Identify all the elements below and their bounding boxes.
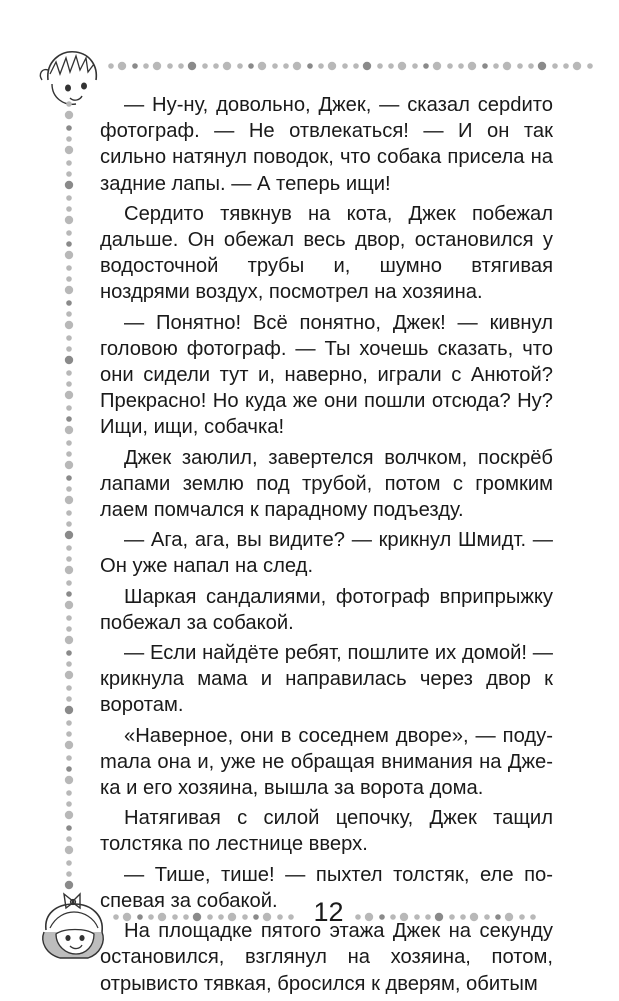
border-dot: [538, 62, 546, 70]
border-dot: [388, 63, 394, 69]
border-dot: [65, 286, 73, 294]
border-dot: [65, 496, 73, 504]
border-dot: [66, 731, 72, 737]
border-dot: [66, 195, 72, 201]
border-dot: [66, 685, 72, 691]
border-dot: [66, 405, 72, 411]
border-dot: [552, 63, 558, 69]
border-dot: [66, 230, 72, 236]
border-dot: [65, 461, 73, 469]
border-dot: [66, 160, 72, 166]
border-dot: [66, 545, 72, 551]
border-dot: [272, 63, 278, 69]
border-dot: [353, 63, 359, 69]
body-text: [100, 92, 553, 1001]
border-dot: [66, 101, 72, 107]
border-dot: [202, 63, 208, 69]
border-dot: [143, 63, 149, 69]
border-dot: [66, 580, 72, 586]
border-dot: [493, 63, 499, 69]
border-dot: [66, 171, 72, 177]
paragraph: — Ну-ну, довольно, Джек, — сказал серdито фотограф. — Не отвлекаться! — И он так сильно натянул поводок, что собака присела на задние лапы. — А теперь ищи!: [100, 94, 553, 195]
border-dot: [293, 62, 301, 70]
border-dot: [66, 755, 72, 761]
border-dot: [573, 62, 581, 70]
border-dot: [223, 62, 231, 70]
border-dot: [66, 871, 72, 877]
border-dot: [65, 846, 73, 854]
border-dot: [65, 391, 73, 399]
border-dot: [66, 241, 72, 247]
border-dot: [363, 62, 371, 70]
border-dot: [587, 63, 593, 69]
border-dot: [517, 63, 523, 69]
border-dot: [458, 63, 464, 69]
border-dot: [342, 63, 348, 69]
border-dot: [447, 63, 453, 69]
page-number: 12: [313, 897, 344, 927]
paragraph: Шаркая сандалиями, фотограф вприпрыжку побежал за собакой.: [100, 585, 553, 634]
border-dot: [66, 836, 72, 842]
border-dot: [66, 825, 72, 831]
border-dot: [118, 62, 126, 70]
border-dot: [65, 321, 73, 329]
border-dot: [528, 63, 534, 69]
border-dot: [423, 63, 429, 69]
border-dot: [482, 63, 488, 69]
border-dot: [178, 63, 184, 69]
border-dot: [66, 265, 72, 271]
border-dot: [65, 426, 73, 434]
paragraph: — Ага, ага, вы видите? — крикнул Шмидт. — Он уже напал на след.: [100, 529, 553, 578]
border-dot: [563, 63, 569, 69]
border-dot: [66, 370, 72, 376]
border-dot: [66, 125, 72, 131]
border-dot: [65, 811, 73, 819]
border-dot: [188, 62, 196, 70]
border-dot: [248, 63, 254, 69]
paragraph: Джек заюлил, завертелся волчком, поскрёб лапами землю под трубой, потом с громким лаем помчался к парадному подъезду.: [100, 446, 553, 522]
border-dot: [412, 63, 418, 69]
paragraph: — Если найдёте ребят, пошлите их домой! — крикнула мама и направилась через двор к воротам.: [100, 642, 553, 717]
border-dot: [66, 521, 72, 527]
girl-with-bow-icon: [36, 880, 122, 962]
border-dot: [66, 486, 72, 492]
border-dot: [65, 601, 73, 609]
border-dot: [318, 63, 324, 69]
border-dot: [66, 556, 72, 562]
border-dot: [65, 636, 73, 644]
border-dot: [65, 671, 73, 679]
border-dot: [66, 696, 72, 702]
border-dot: [468, 62, 476, 70]
border-dot: [66, 311, 72, 317]
border-dot: [65, 111, 73, 119]
border-dot: [65, 706, 73, 714]
dotted-border-top: [105, 56, 595, 76]
border-dot: [66, 276, 72, 282]
border-dot: [65, 776, 73, 784]
border-dot: [65, 356, 73, 364]
border-dot: [108, 63, 114, 69]
border-dot: [66, 790, 72, 796]
border-dot: [66, 451, 72, 457]
border-dot: [66, 591, 72, 597]
border-dot: [66, 300, 72, 306]
border-dot: [65, 531, 73, 539]
border-dot: [377, 63, 383, 69]
border-dot: [328, 62, 336, 70]
border-dot: [66, 626, 72, 632]
paragraph: «Наверное, они в соседнем дворе», — подуmала она и, уже не обращая внимания на Джека и его хозяина, вышла за ворота дома.: [100, 724, 553, 800]
border-dot: [66, 206, 72, 212]
border-dot: [66, 615, 72, 621]
border-dot: [66, 661, 72, 667]
border-dot: [66, 766, 72, 772]
border-dot: [503, 62, 511, 70]
border-dot: [65, 216, 73, 224]
border-dot: [213, 63, 219, 69]
border-dot: [237, 63, 243, 69]
border-dot: [66, 801, 72, 807]
border-dot: [65, 181, 73, 189]
border-dot: [132, 63, 138, 69]
border-dot: [66, 650, 72, 656]
border-dot: [66, 440, 72, 446]
border-dot: [398, 62, 406, 70]
border-dot: [307, 63, 313, 69]
paragraph: Сердито тявкнув на кота, Джек побежал дальше. Он обежал весь двор, остановился у водосточной трубы и, шумно втягивая ноздрями воздух, посмотрел на хозяина.: [100, 202, 553, 304]
border-dot: [65, 251, 73, 259]
border-dot: [153, 62, 161, 70]
border-dot: [65, 741, 73, 749]
border-dot: [167, 63, 173, 69]
border-dot: [66, 346, 72, 352]
border-dot: [66, 475, 72, 481]
dotted-border-left: [58, 98, 80, 898]
border-dot: [283, 63, 289, 69]
border-dot: [258, 62, 266, 70]
border-dot: [66, 720, 72, 726]
paragraph: Натягивая с силой цепочку, Джек тащил толстяка по лестнице вверх.: [100, 807, 553, 856]
border-dot: [66, 860, 72, 866]
paragraph: — Понятно! Всё понятно, Джек! — кивнул головою фотограф. — Ты хочешь сказать, что они сидели тут и, наверно, играли с Анютой? Прекрасно! Но куда же они пошли отсюда? Ну? Ищи, ищи, собачка!: [100, 311, 553, 439]
paragraph: — Тише, тише! — пыхтел толстяк, еле поспевая за собакой.: [100, 863, 553, 912]
paragraph: На площадке пятого этажа Джек на секунду остановился, взглянул на хозяина, потом, отрывисто тявкая, бросился к дверям, обитым: [100, 920, 553, 995]
border-dot: [66, 335, 72, 341]
border-dot: [66, 136, 72, 142]
border-dot: [66, 510, 72, 516]
border-dot: [65, 566, 73, 574]
border-dot: [66, 416, 72, 422]
border-dot: [433, 62, 441, 70]
border-dot: [65, 146, 73, 154]
border-dot: [66, 381, 72, 387]
